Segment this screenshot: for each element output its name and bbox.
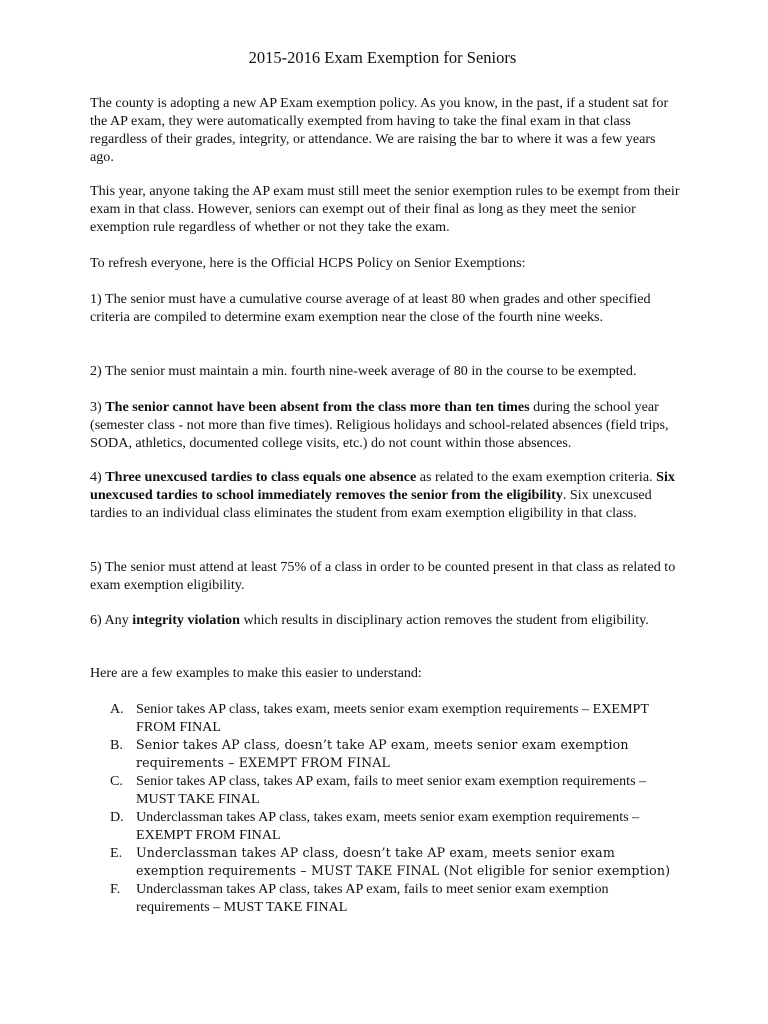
rule-1: 1) The senior must have a cumulative course average of at least 80 when grades and other specified criteria are compiled to determine exam exemption near the close of the fourth nine weeks. — [90, 291, 651, 325]
example-letter: E. — [110, 845, 123, 861]
rule-4 — [90, 468, 680, 522]
rule-4-bold-1: Three unexcused tardies to class equals one absence — [105, 469, 417, 485]
example-text: Underclassman takes AP class, doesn’t take AP exam, meets senior exam exemption requirements – MUST TAKE FINAL (Not eligible for senior exemption) — [136, 845, 671, 878]
example-item — [110, 808, 680, 844]
rule-4-bold-2: Six unexcused tardies to school immediately removes the senior from the eligibility — [90, 469, 675, 503]
example-item — [110, 736, 680, 772]
example-text: Underclassman takes AP class, takes AP exam, fails to meet senior exam exemption requirements – MUST TAKE FINAL — [136, 881, 609, 915]
this-year-paragraph: This year, anyone taking the AP exam must still meet the senior exemption rules to be exempt from their exam in that class. However, seniors can exempt out of their final as long as they meet the senior exemption rule regardless of whether or not they take the exam. — [90, 183, 680, 235]
rule-6-rest: which results in disciplinary action removes the student from eligibility. — [239, 612, 649, 628]
rule-3 — [90, 398, 680, 452]
example-letter: C. — [110, 773, 123, 789]
example-item — [110, 880, 680, 916]
example-item — [110, 844, 680, 880]
rule-5: 5) The senior must attend at least 75% of a class in order to be counted present in that class as related to exam exemption eligibility. — [90, 559, 676, 593]
example-text: Underclassman takes AP class, takes exam, meets senior exam exemption requirements – EXEMPT FROM FINAL — [136, 809, 640, 843]
example-item — [110, 700, 680, 736]
refresh-paragraph: To refresh everyone, here is the Official HCPS Policy on Senior Exemptions: — [90, 255, 526, 271]
rule-3-bold: The senior cannot have been absent from the class more than ten times — [105, 399, 530, 415]
rule-6-bold: integrity violation — [132, 612, 240, 628]
rule-3-rest: during the school year (semester class - not more than five times). Religious holidays and school-related absences (field trips, SODA, athletics, documented college visits, etc.) do not count within those absences. — [90, 399, 669, 451]
example-text: Senior takes AP class, takes AP exam, fails to meet senior exam exemption requirements – MUST TAKE FINAL — [136, 773, 647, 807]
examples-intro: Here are a few examples to make this easier to understand: — [90, 665, 422, 681]
rule-4-mid: as related to the exam exemption criteria. — [416, 469, 657, 485]
intro-paragraph: The county is adopting a new AP Exam exemption policy. As you know, in the past, if a student sat for the AP exam, they were automatically exempted from having to take the final exam in that class regardless of their grades, integrity, or attendance. We are raising the bar to where it was a few years ago. — [90, 95, 669, 165]
rule-4-prefix: 4) — [90, 469, 106, 485]
rule-6 — [90, 611, 680, 629]
document-title: 2015-2016 Exam Exemption for Seniors — [248, 48, 517, 67]
rule-3-prefix: 3) — [90, 399, 106, 415]
example-item — [110, 772, 680, 808]
example-text: Senior takes AP class, doesn’t take AP exam, meets senior exam exemption requirements – EXEMPT FROM FINAL — [136, 737, 629, 770]
document-page — [90, 0, 690, 1024]
example-letter: D. — [110, 809, 124, 825]
example-letter: A. — [110, 701, 124, 717]
example-letter: B. — [110, 737, 123, 753]
rule-4-rest: . Six unexcused tardies to an individual class eliminates the student from exam exemption eligibility in that class. — [90, 487, 652, 521]
rule-2: 2) The senior must maintain a min. fourth nine-week average of 80 in the course to be exempted. — [90, 363, 637, 379]
examples-list — [110, 700, 680, 916]
example-letter: F. — [110, 881, 121, 897]
rule-6-prefix: 6) Any — [90, 612, 133, 628]
example-text: Senior takes AP class, takes exam, meets senior exam exemption requirements – EXEMPT FROM FINAL — [136, 701, 649, 735]
